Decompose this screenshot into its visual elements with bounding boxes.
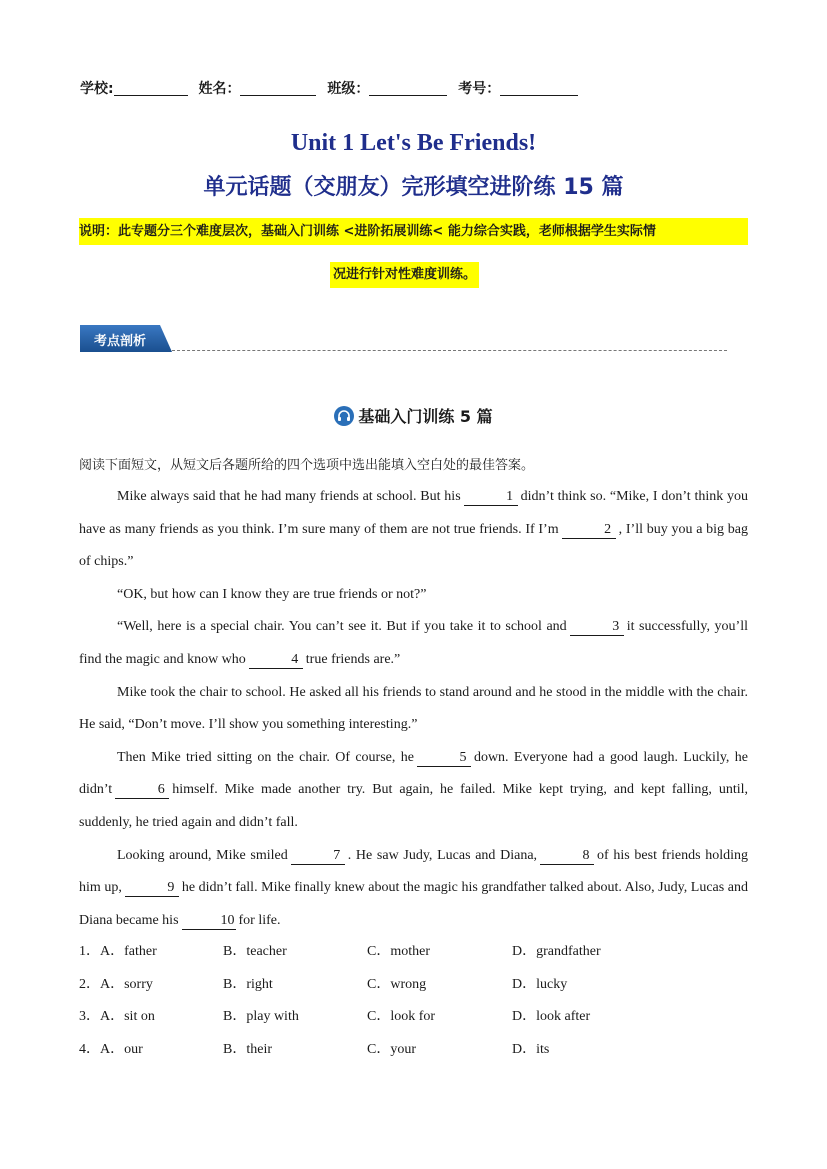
dashed-divider — [172, 350, 727, 351]
option-c[interactable]: C．look for — [367, 1009, 436, 1025]
title-chinese: 单元话题（交朋友）完形填空进阶练 15 篇 — [203, 175, 624, 200]
blank-10[interactable]: 10 — [182, 913, 236, 930]
paragraph-2: “OK, but how can I know they are true friends or not?” — [117, 586, 427, 602]
option-a[interactable]: 1．A．father — [79, 944, 157, 959]
sub-heading — [0, 404, 827, 430]
options-list — [79, 936, 749, 1066]
question-1-options — [79, 936, 749, 969]
option-c[interactable]: C．mother — [367, 944, 430, 959]
option-b[interactable]: B．their — [223, 1041, 272, 1057]
question-4-options — [79, 1034, 749, 1067]
blank-5[interactable]: 5 — [417, 750, 471, 767]
option-d[interactable]: D．lucky — [512, 976, 568, 992]
section-tab-label: 考点剖析 — [94, 334, 147, 349]
option-c[interactable]: C．wrong — [367, 976, 427, 992]
name-blank[interactable] — [240, 81, 316, 96]
question-2-options — [79, 969, 749, 1002]
blank-1[interactable]: 1 — [464, 489, 518, 506]
school-label: 学校: — [80, 81, 114, 97]
option-b[interactable]: B．teacher — [223, 944, 287, 959]
blank-4[interactable]: 4 — [249, 652, 303, 669]
school-blank[interactable] — [114, 81, 188, 96]
paragraph-6: Looking around, Mike smiled 7 . He saw Judy, Lucas and Diana, 8 of his best friends holding him up, 9 he didn’t fall. Mike finally knew about the magic his grandfather talked about. Also, Judy, Lucas and Diana became his 10 for life. — [79, 847, 748, 928]
option-a[interactable]: 3．A．sit on — [79, 1009, 155, 1025]
passage — [79, 481, 748, 937]
exam-no-blank[interactable] — [500, 81, 578, 96]
paragraph-4: Mike took the chair to school. He asked all his friends to stand around and he stood in the middle with the chair. He said, “Don’t move. I’ll show you something interesting.” — [79, 684, 748, 733]
class-label: 班级： — [327, 81, 370, 97]
blank-6[interactable]: 6 — [115, 782, 169, 799]
sub-heading-text: 基础入门训练 5 篇 — [358, 407, 493, 426]
blank-7[interactable]: 7 — [291, 848, 345, 865]
section-tab — [80, 325, 172, 352]
paragraph-3: “Well, here is a special chair. You can’t see it. But if you take it to school and 3 it successfully, you’ll find the magic and know who 4 true friends are.” — [79, 619, 748, 667]
note-line-1: 说明：此专题分三个难度层次，基础入门训练 <进阶拓展训练< 能力综合实践，老师根据学生实际情 — [79, 218, 748, 245]
option-d[interactable]: D．look after — [512, 1009, 591, 1025]
class-blank[interactable] — [369, 81, 447, 96]
option-a[interactable]: 4．A．our — [79, 1041, 143, 1057]
blank-9[interactable]: 9 — [125, 880, 179, 897]
paragraph-5: Then Mike tried sitting on the chair. Of course, he 5 down. Everyone had a good laugh. Luckily, he didn’t 6 himself. Mike made another try. But again, he failed. Mike kept trying, and kept falling, until, suddenly, he tried again and didn’t fall. — [79, 749, 748, 830]
instruction: 阅读下面短文，从短文后各题所给的四个选项中选出能填入空白处的最佳答案。 — [79, 458, 535, 473]
option-b[interactable]: B．right — [223, 976, 273, 992]
blank-8[interactable]: 8 — [540, 848, 594, 865]
question-3-options — [79, 1001, 749, 1034]
blank-2[interactable]: 2 — [562, 522, 616, 539]
student-info-row — [80, 78, 584, 98]
option-b[interactable]: B．play with — [223, 1009, 299, 1025]
option-d[interactable]: D．its — [512, 1041, 550, 1057]
title-english: Unit 1 Let's Be Friends! — [290, 130, 537, 156]
exam-no-label: 考号： — [458, 81, 501, 97]
name-label: 姓名： — [198, 81, 241, 97]
note-line-2: 况进行针对性难度训练。 — [330, 262, 479, 288]
paragraph-1: Mike always said that he had many friends at school. But his 1 didn’t think so. “Mike, I don’t think you have as many friends as you think. I’m sure many of them are not true friends. If I’m 2 , I’ll buy you a big bag of chips.” — [79, 489, 749, 570]
option-d[interactable]: D．grandfather — [512, 944, 601, 959]
headphone-icon — [334, 406, 354, 430]
option-a[interactable]: 2．A．sorry — [79, 976, 153, 992]
blank-3[interactable]: 3 — [570, 619, 624, 636]
option-c[interactable]: C．your — [367, 1041, 416, 1057]
